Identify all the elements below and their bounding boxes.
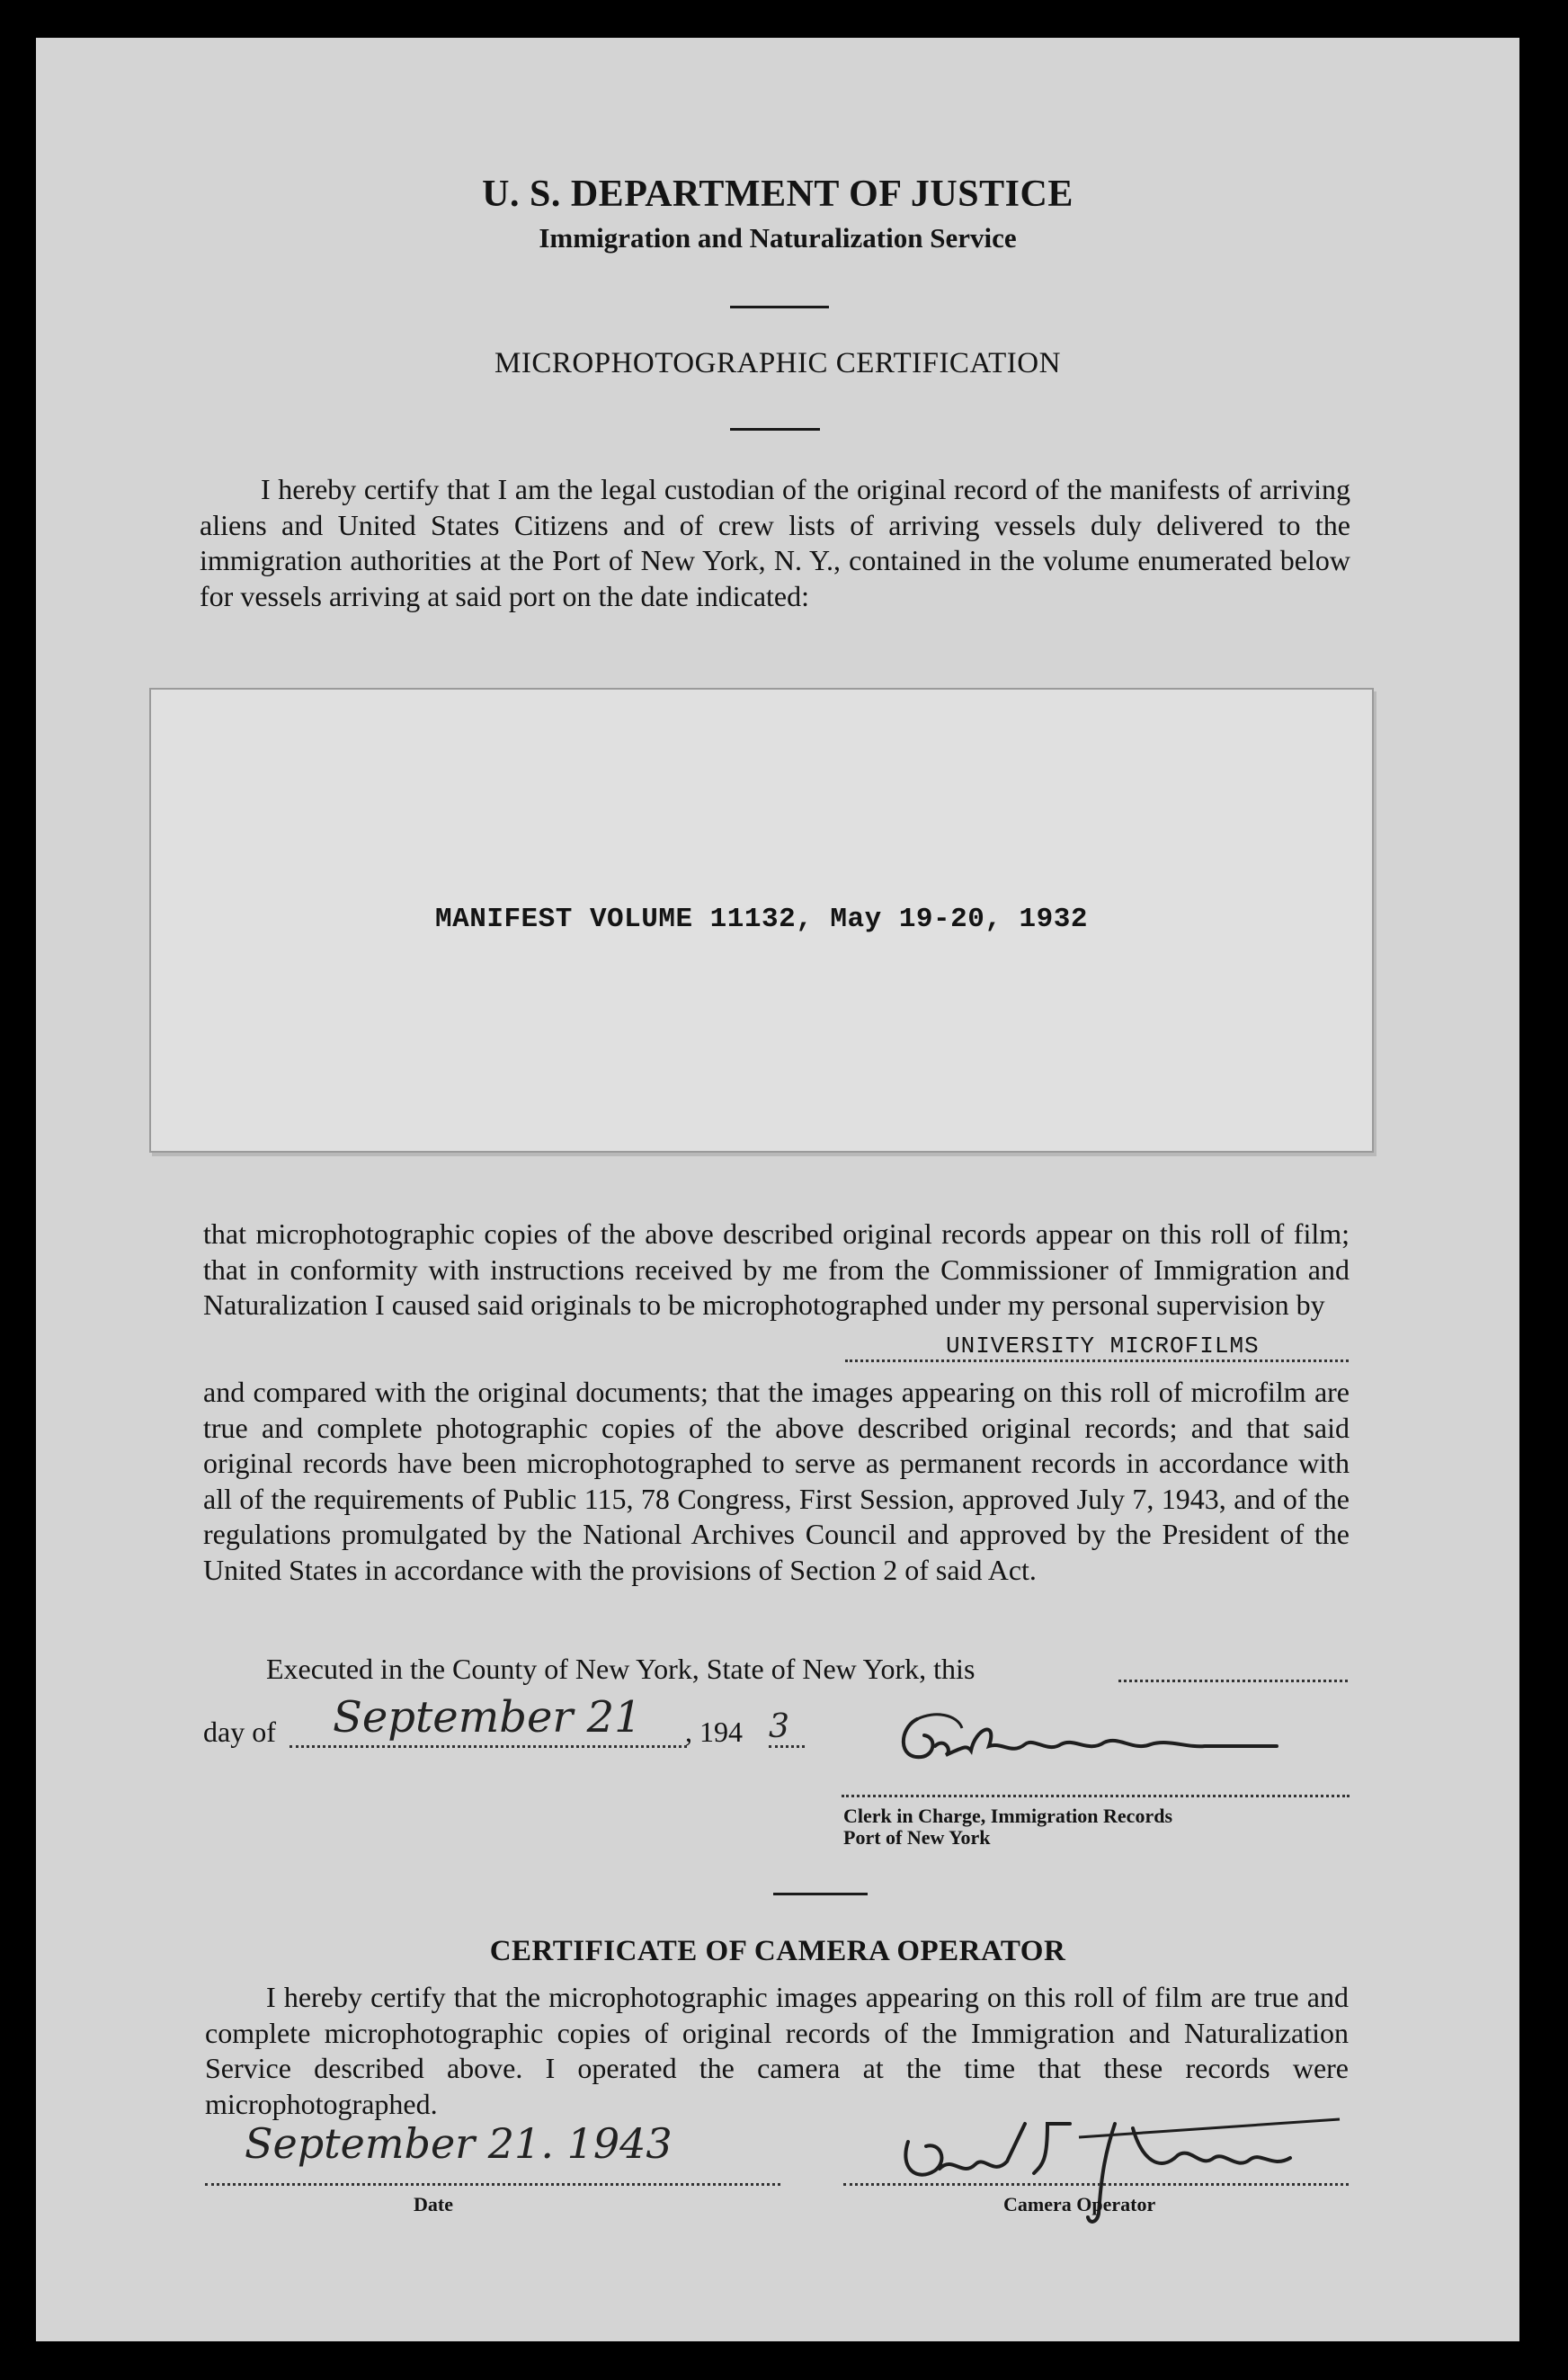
handwritten-camera-date: September 21. 1943 [245,2119,673,2168]
divider-second [730,428,820,431]
body-paragraph-part2: and compared with the original documents; that the images appearing on this roll of microfilm are true and complete photographic copies of the above described original records; and that said original records have been microphotographed to serve as permanent records in accordance with all of the requirements of Public 115, 78 Congress, First Session, approved July 7, 1943, and of the regulations promulgated by the National Archives Council and approved by the President of the United States in accordance with the provisions of Section 2 of said Act. [203,1376,1350,1586]
clerk-title-line2: Port of New York [843,1826,991,1849]
divider-camera [773,1893,868,1895]
camera-operator-label: Camera Operator [1003,2193,1156,2215]
body-text-part1: that microphotographic copies of the above described original records appear on this roll of film; that in conformity with instructions received by me from the Commissioner of Immigration and Naturalization I caused said originals to be microphotographed under my personal supervision by [203,1217,1350,1321]
handwritten-year-digit: 3 [769,1708,789,1745]
contractor-name: UNIVERSITY MICROFILMS [946,1333,1260,1359]
manifest-volume-label: MANIFEST VOLUME 11132, May 19-20, 1932 [435,904,1088,935]
executed-line [266,1653,975,1686]
divider-top [730,306,829,308]
certificate-sheet [36,38,1519,2341]
camera-date-label: Date [414,2193,453,2215]
certification-title: MICROPHOTOGRAPHIC CERTIFICATION [494,347,1061,379]
clerk-title-line1: Clerk in Charge, Immigration Records [843,1805,1173,1827]
year-prefix: , 194 [685,1716,743,1748]
body-paragraph-part1 [203,1217,1350,1324]
year-dotted-line [769,1742,805,1748]
camera-operator-title: CERTIFICATE OF CAMERA OPERATOR [489,1935,1066,1967]
executed-text: Executed in the County of New York, State of New York, this [266,1653,976,1685]
executed-dotted-line [1118,1676,1348,1682]
camera-operator-dotted-line [843,2179,1349,2186]
intro-paragraph: I hereby certify that I am the legal custodian of the original record of the manifests of arriving aliens and United States Citizens and of crew lists of arriving vessels duly delivered to the immigration authorities at the Port of New York, N. Y., contained in the volume enumerated below for vessels arriving at said port on the date indicated: [200,473,1350,612]
department-heading: U. S. DEPARTMENT OF JUSTICE [482,174,1074,215]
handwritten-day: September 21 [333,1692,642,1743]
day-of-dotted-line [290,1742,687,1748]
clerk-signature-dotted-line [842,1791,1350,1797]
volume-box [149,688,1374,1153]
day-of-label: day of [203,1716,276,1748]
contractor-dotted-line [845,1356,1349,1362]
service-subheading: Immigration and Naturalization Service [539,222,1017,254]
camera-operator-statement: I hereby certify that the microphotographic images appearing on this roll of film are true and complete microphotographic copies of original records of the Immigration and Naturalization Service described above. I operated the camera at the time that these records were microphotographed. [205,1981,1349,2120]
camera-date-dotted-line [205,2179,780,2186]
clerk-signature-icon [881,1692,1313,1778]
